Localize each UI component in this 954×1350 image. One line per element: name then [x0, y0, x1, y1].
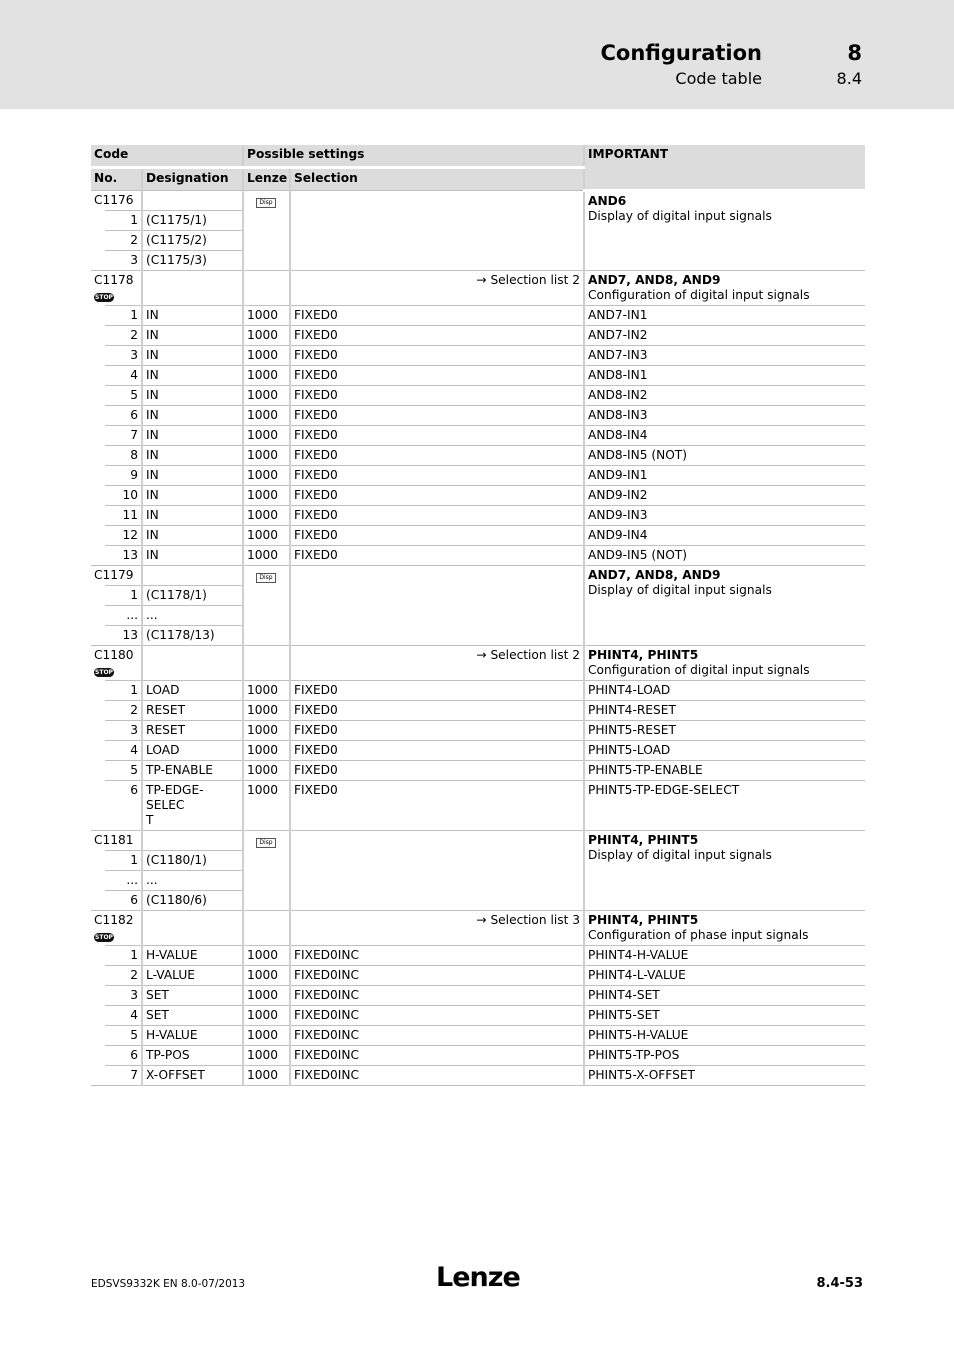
subcode-number: 3 — [105, 251, 142, 271]
disp-icon: Disp — [256, 838, 276, 848]
table-row — [91, 346, 865, 366]
selection-value: FIXED0 — [290, 346, 584, 366]
subcode-number: 2 — [105, 701, 142, 721]
important-value: AND7-IN3 — [584, 346, 865, 366]
lenze-setting: 1000 — [243, 721, 290, 741]
subcode-number: 4 — [105, 741, 142, 761]
subcode-designation: IN — [142, 446, 243, 466]
subcode-number: 1 — [105, 681, 142, 701]
subcode-number: 3 — [105, 346, 142, 366]
subcode-designation: IN — [142, 346, 243, 366]
header-selection: Selection — [290, 168, 584, 191]
important-value: PHINT5-H-VALUE — [584, 1026, 865, 1046]
selection-value: FIXED0 — [290, 781, 584, 831]
subcode-designation: LOAD — [142, 681, 243, 701]
selection-value: FIXED0 — [290, 486, 584, 506]
code-row — [91, 911, 865, 946]
indent-cell — [91, 386, 105, 406]
header-code: Code — [91, 145, 243, 168]
header-possible-settings: Possible settings — [243, 145, 584, 168]
subcode-designation: IN — [142, 386, 243, 406]
function-title: AND6 — [588, 194, 627, 208]
selection-cell — [290, 566, 584, 646]
lenze-setting: 1000 — [243, 681, 290, 701]
lenze-setting: 1000 — [243, 326, 290, 346]
table-row — [91, 366, 865, 386]
important-cell — [584, 911, 865, 946]
important-value: AND7-IN2 — [584, 326, 865, 346]
lenze-setting: 1000 — [243, 526, 290, 546]
table-row — [91, 446, 865, 466]
lenze-setting: 1000 — [243, 446, 290, 466]
subcode-number: 4 — [105, 366, 142, 386]
table-row — [91, 426, 865, 446]
lenze-setting: 1000 — [243, 546, 290, 566]
selection-value: FIXED0 — [290, 506, 584, 526]
indent-cell — [91, 761, 105, 781]
subcode-number: 9 — [105, 466, 142, 486]
lenze-cell — [243, 831, 290, 911]
selection-value: FIXED0 — [290, 326, 584, 346]
lenze-setting: 1000 — [243, 1046, 290, 1066]
subcode-number: 5 — [105, 761, 142, 781]
subcode-number: 2 — [105, 231, 142, 251]
code-cell — [91, 911, 142, 946]
table-row — [91, 306, 865, 326]
subcode-designation: IN — [142, 506, 243, 526]
lenze-setting: 1000 — [243, 741, 290, 761]
selection-value: FIXED0 — [290, 681, 584, 701]
code-number: C1179 — [91, 566, 142, 586]
subcode-designation: IN — [142, 406, 243, 426]
subcode-number: 12 — [105, 526, 142, 546]
selection-value: FIXED0 — [290, 386, 584, 406]
important-value: AND9-IN1 — [584, 466, 865, 486]
subcode-designation: IN — [142, 366, 243, 386]
subcode-designation: IN — [142, 546, 243, 566]
designation-cell — [142, 271, 243, 306]
important-value: AND9-IN5 (NOT) — [584, 546, 865, 566]
selection-cell — [290, 191, 584, 271]
indent-cell — [91, 946, 105, 966]
selection-value: FIXED0 — [290, 721, 584, 741]
subcode-designation: X-OFFSET — [142, 1066, 243, 1086]
indent-cell — [91, 426, 105, 446]
lenze-setting: 1000 — [243, 1026, 290, 1046]
indent-cell — [91, 891, 105, 911]
subcode-number: 7 — [105, 1066, 142, 1086]
table-row — [91, 966, 865, 986]
chapter-number: 8 — [847, 41, 862, 65]
code-row — [91, 566, 865, 586]
function-description: Configuration of phase input signals — [588, 928, 809, 942]
subcode-designation: (C1175/3) — [142, 251, 243, 271]
indent-cell — [91, 251, 105, 271]
indent-cell — [91, 526, 105, 546]
lenze-cell — [243, 191, 290, 271]
chapter-title: Configuration — [600, 41, 762, 65]
lenze-setting: 1000 — [243, 946, 290, 966]
header-no: No. — [91, 168, 142, 191]
subcode-designation: ... — [142, 606, 243, 626]
subcode-number: 5 — [105, 386, 142, 406]
subcode-designation: LOAD — [142, 741, 243, 761]
table-row — [91, 986, 865, 1006]
designation-cell — [142, 646, 243, 681]
indent-cell — [91, 1066, 105, 1086]
important-value: PHINT5-SET — [584, 1006, 865, 1026]
important-value: PHINT5-X-OFFSET — [584, 1066, 865, 1086]
indent-cell — [91, 741, 105, 761]
subcode-number: 6 — [105, 406, 142, 426]
lenze-logo: Lenze — [436, 1262, 520, 1293]
selection-value: FIXED0 — [290, 446, 584, 466]
table-header-row — [91, 145, 865, 168]
table-row — [91, 466, 865, 486]
indent-cell — [91, 231, 105, 251]
code-cell — [91, 646, 142, 681]
lenze-setting: 1000 — [243, 701, 290, 721]
subcode-designation: IN — [142, 326, 243, 346]
header-designation: Designation — [142, 168, 243, 191]
selection-value: FIXED0INC — [290, 966, 584, 986]
subcode-designation: (C1175/1) — [142, 211, 243, 231]
lenze-setting: 1000 — [243, 306, 290, 326]
selection-value: FIXED0 — [290, 761, 584, 781]
subcode-designation: IN — [142, 486, 243, 506]
indent-cell — [91, 346, 105, 366]
subcode-designation: L-VALUE — [142, 966, 243, 986]
function-description: Configuration of digital input signals — [588, 288, 810, 302]
function-title: AND7, AND8, AND9 — [588, 568, 721, 582]
table-row — [91, 1066, 865, 1086]
function-title: PHINT4, PHINT5 — [588, 833, 699, 847]
important-value: PHINT4-LOAD — [584, 681, 865, 701]
subcode-designation: (C1175/2) — [142, 231, 243, 251]
indent-cell — [91, 1026, 105, 1046]
selection-cell — [290, 831, 584, 911]
code-number: C1178 — [94, 273, 134, 287]
designation-cell — [142, 911, 243, 946]
indent-cell — [91, 606, 105, 626]
table-row — [91, 681, 865, 701]
code-table — [91, 145, 865, 1086]
subcode-number: 7 — [105, 426, 142, 446]
selection-value: FIXED0 — [290, 546, 584, 566]
indent-cell — [91, 546, 105, 566]
lenze-setting: 1000 — [243, 761, 290, 781]
table-row — [91, 526, 865, 546]
section-title: Code table — [675, 69, 762, 88]
header-important: IMPORTANT — [584, 145, 865, 191]
selection-list-ref: → Selection list 2 — [290, 646, 584, 681]
indent-cell — [91, 306, 105, 326]
indent-cell — [91, 486, 105, 506]
selection-value: FIXED0 — [290, 406, 584, 426]
lenze-setting: 1000 — [243, 466, 290, 486]
lenze-cell — [243, 271, 290, 306]
indent-cell — [91, 721, 105, 741]
subcode-designation: IN — [142, 466, 243, 486]
important-value: PHINT5-TP-POS — [584, 1046, 865, 1066]
code-row — [91, 271, 865, 306]
important-value: AND8-IN2 — [584, 386, 865, 406]
table-row — [91, 1026, 865, 1046]
disp-icon: Disp — [256, 198, 276, 208]
designation-cell — [142, 191, 243, 211]
important-cell — [584, 566, 865, 646]
subcode-designation: SET — [142, 986, 243, 1006]
section-number: 8.4 — [836, 69, 862, 88]
important-cell — [584, 271, 865, 306]
lenze-setting: 1000 — [243, 426, 290, 446]
important-value: AND8-IN5 (NOT) — [584, 446, 865, 466]
subcode-number: 8 — [105, 446, 142, 466]
designation-cell — [142, 831, 243, 851]
subcode-number: ... — [105, 606, 142, 626]
subcode-number: 11 — [105, 506, 142, 526]
code-number: C1182 — [94, 913, 134, 927]
selection-value: FIXED0 — [290, 526, 584, 546]
lenze-setting: 1000 — [243, 781, 290, 831]
subcode-designation: H-VALUE — [142, 1026, 243, 1046]
subcode-number: 5 — [105, 1026, 142, 1046]
lenze-setting: 1000 — [243, 986, 290, 1006]
stop-icon: STOP — [95, 669, 113, 676]
subcode-number: 2 — [105, 966, 142, 986]
table-row — [91, 486, 865, 506]
table-row — [91, 326, 865, 346]
table-row — [91, 721, 865, 741]
page-number: 8.4-53 — [816, 1276, 863, 1291]
subcode-number: 6 — [105, 891, 142, 911]
subcode-designation: IN — [142, 426, 243, 446]
stop-icon: STOP — [95, 294, 113, 301]
table-row — [91, 386, 865, 406]
subcode-designation: (C1180/1) — [142, 851, 243, 871]
lenze-cell — [243, 911, 290, 946]
selection-value: FIXED0 — [290, 741, 584, 761]
important-value: PHINT5-RESET — [584, 721, 865, 741]
subcode-number: 1 — [105, 586, 142, 606]
selection-value: FIXED0 — [290, 701, 584, 721]
subcode-number: 3 — [105, 986, 142, 1006]
important-value: AND7-IN1 — [584, 306, 865, 326]
important-value: PHINT4-RESET — [584, 701, 865, 721]
indent-cell — [91, 781, 105, 831]
selection-value: FIXED0 — [290, 466, 584, 486]
code-number: C1180 — [94, 648, 134, 662]
subcode-number: 3 — [105, 721, 142, 741]
indent-cell — [91, 406, 105, 426]
indent-cell — [91, 871, 105, 891]
indent-cell — [91, 211, 105, 231]
selection-value: FIXED0INC — [290, 946, 584, 966]
selection-value: FIXED0INC — [290, 1046, 584, 1066]
selection-value: FIXED0INC — [290, 1066, 584, 1086]
lenze-setting: 1000 — [243, 506, 290, 526]
lenze-setting: 1000 — [243, 1006, 290, 1026]
indent-cell — [91, 626, 105, 646]
code-row — [91, 191, 865, 211]
indent-cell — [91, 326, 105, 346]
function-title: AND7, AND8, AND9 — [588, 273, 721, 287]
lenze-setting: 1000 — [243, 346, 290, 366]
important-cell — [584, 191, 865, 271]
header-lenze: Lenze — [243, 168, 290, 191]
subcode-number: 10 — [105, 486, 142, 506]
subcode-designation: TP-EDGE-SELEC T — [142, 781, 243, 831]
subcode-number: 1 — [105, 946, 142, 966]
subcode-number: 1 — [105, 306, 142, 326]
table-row — [91, 761, 865, 781]
lenze-setting: 1000 — [243, 386, 290, 406]
lenze-cell — [243, 566, 290, 646]
function-title: PHINT4, PHINT5 — [588, 648, 699, 662]
important-value: PHINT5-TP-EDGE-SELECT — [584, 781, 865, 831]
indent-cell — [91, 366, 105, 386]
important-value: PHINT4-H-VALUE — [584, 946, 865, 966]
important-value: AND9-IN2 — [584, 486, 865, 506]
indent-cell — [91, 986, 105, 1006]
lenze-setting: 1000 — [243, 966, 290, 986]
lenze-setting: 1000 — [243, 486, 290, 506]
important-value: AND8-IN4 — [584, 426, 865, 446]
table-row — [91, 741, 865, 761]
selection-list-ref: → Selection list 3 — [290, 911, 584, 946]
subcode-designation: H-VALUE — [142, 946, 243, 966]
indent-cell — [91, 466, 105, 486]
subcode-number: 6 — [105, 1046, 142, 1066]
subcode-number: 13 — [105, 626, 142, 646]
indent-cell — [91, 446, 105, 466]
table-row — [91, 701, 865, 721]
code-row — [91, 646, 865, 681]
indent-cell — [91, 966, 105, 986]
subcode-number: 2 — [105, 326, 142, 346]
important-value: AND9-IN4 — [584, 526, 865, 546]
subcode-designation: TP-ENABLE — [142, 761, 243, 781]
selection-value: FIXED0 — [290, 426, 584, 446]
subcode-designation: (C1180/6) — [142, 891, 243, 911]
function-description: Display of digital input signals — [588, 209, 772, 223]
selection-value: FIXED0INC — [290, 1006, 584, 1026]
subcode-designation: RESET — [142, 701, 243, 721]
lenze-setting: 1000 — [243, 366, 290, 386]
important-cell — [584, 646, 865, 681]
subcode-designation: IN — [142, 526, 243, 546]
function-title: PHINT4, PHINT5 — [588, 913, 699, 927]
code-number: C1181 — [91, 831, 142, 851]
code-cell — [91, 271, 142, 306]
selection-value: FIXED0INC — [290, 1026, 584, 1046]
important-cell — [584, 831, 865, 911]
indent-cell — [91, 1006, 105, 1026]
important-value: PHINT4-L-VALUE — [584, 966, 865, 986]
subcode-designation: SET — [142, 1006, 243, 1026]
table-row — [91, 946, 865, 966]
subcode-designation: TP-POS — [142, 1046, 243, 1066]
selection-value: FIXED0 — [290, 306, 584, 326]
indent-cell — [91, 701, 105, 721]
indent-cell — [91, 681, 105, 701]
subcode-number: 1 — [105, 851, 142, 871]
lenze-cell — [243, 646, 290, 681]
subcode-designation: (C1178/1) — [142, 586, 243, 606]
subcode-number: ... — [105, 871, 142, 891]
code-number: C1176 — [91, 191, 142, 211]
table-row — [91, 1046, 865, 1066]
important-value: AND8-IN1 — [584, 366, 865, 386]
table-row — [91, 506, 865, 526]
important-value: PHINT4-SET — [584, 986, 865, 1006]
important-value: AND8-IN3 — [584, 406, 865, 426]
selection-value: FIXED0 — [290, 366, 584, 386]
indent-cell — [91, 506, 105, 526]
subcode-designation: RESET — [142, 721, 243, 741]
subcode-number: 1 — [105, 211, 142, 231]
disp-icon: Disp — [256, 573, 276, 583]
important-value: AND9-IN3 — [584, 506, 865, 526]
footer-document-id: EDSVS9332K EN 8.0-07/2013 — [91, 1278, 246, 1290]
important-value: PHINT5-LOAD — [584, 741, 865, 761]
subcode-designation: IN — [142, 306, 243, 326]
header-band — [0, 0, 954, 109]
function-description: Display of digital input signals — [588, 848, 772, 862]
important-value: PHINT5-TP-ENABLE — [584, 761, 865, 781]
indent-cell — [91, 851, 105, 871]
table-row — [91, 781, 865, 831]
subcode-designation: (C1178/13) — [142, 626, 243, 646]
function-description: Configuration of digital input signals — [588, 663, 810, 677]
indent-cell — [91, 586, 105, 606]
indent-cell — [91, 1046, 105, 1066]
subcode-number: 13 — [105, 546, 142, 566]
lenze-setting: 1000 — [243, 406, 290, 426]
table-row — [91, 1006, 865, 1026]
selection-list-ref: → Selection list 2 — [290, 271, 584, 306]
table-row — [91, 406, 865, 426]
subcode-number: 6 — [105, 781, 142, 831]
subcode-number: 4 — [105, 1006, 142, 1026]
function-description: Display of digital input signals — [588, 583, 772, 597]
lenze-setting: 1000 — [243, 1066, 290, 1086]
stop-icon: STOP — [95, 934, 113, 941]
designation-cell — [142, 566, 243, 586]
subcode-designation: ... — [142, 871, 243, 891]
selection-value: FIXED0INC — [290, 986, 584, 1006]
table-row — [91, 546, 865, 566]
code-row — [91, 831, 865, 851]
